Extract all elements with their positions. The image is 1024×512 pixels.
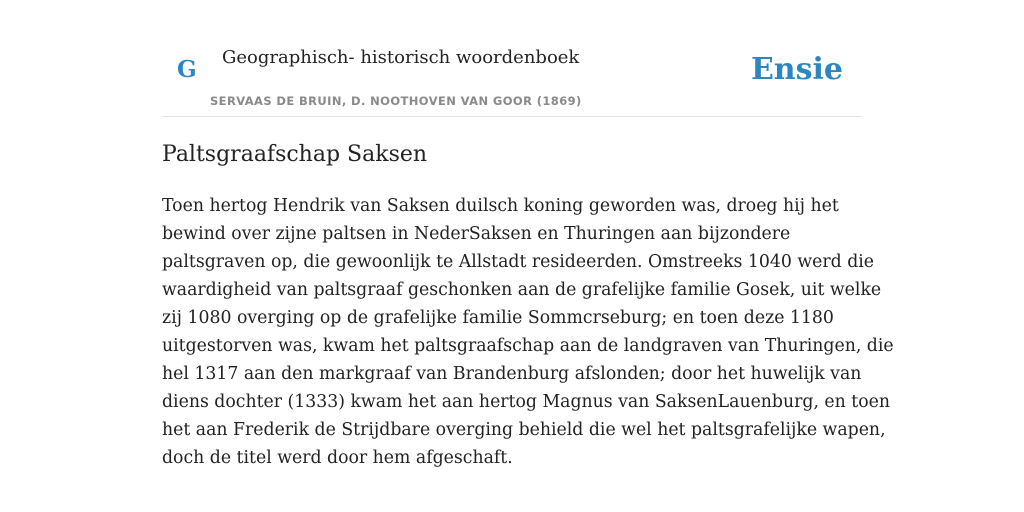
dictionary-title-link[interactable]: Geographisch- historisch woordenboek	[222, 47, 580, 68]
dictionary-header	[162, 0, 862, 117]
entry-text-line: hel 1317 aan den markgraaf van Brandenburg afslonden; door het huwelijk van	[162, 364, 862, 384]
entry-text-line: diens dochter (1333) kwam het aan hertog Magnus van SaksenLauenburg, en toen	[162, 392, 890, 412]
entry-body	[162, 192, 894, 472]
entry-text-line: paltsgraven op, die gewoonlijk te Allstadt resideerden. Omstreeks 1040 werd die	[162, 252, 875, 272]
entry-title: Paltsgraafschap Saksen	[162, 142, 428, 167]
entry-text-line: waardigheid van paltsgraaf geschonken aan de grafelijke familie Gosek, uit welke	[162, 280, 882, 300]
dictionary-author: SERVAAS DE BRUIN, D. NOOTHOVEN VAN GOOR (1869)	[210, 94, 582, 108]
entry-text-line: het aan Frederik de Strijdbare overging behield die wel het paltsgrafelijke wapen,	[162, 420, 886, 440]
entry-text-line: uitgestorven was, kwam het paltsgraafschap aan de landgraven van Thuringen, die	[162, 336, 894, 356]
entry-text-line: Toen hertog Hendrik van Saksen duilsch koning geworden was, droeg hij het	[162, 196, 839, 216]
entry-text-line: bewind over zijne paltsen in NederSaksen en Thuringen aan bijzondere	[162, 224, 791, 244]
entry-text-line: zij 1080 overging op de grafelijke familie Sommcrseburg; en toen deze 1180	[162, 308, 834, 328]
dictionary-logo-icon[interactable]: G	[177, 56, 197, 83]
ensie-brand-logo[interactable]: Ensie	[750, 52, 843, 87]
entry-text-line: doch de titel werd door hem afgeschaft.	[162, 448, 513, 468]
